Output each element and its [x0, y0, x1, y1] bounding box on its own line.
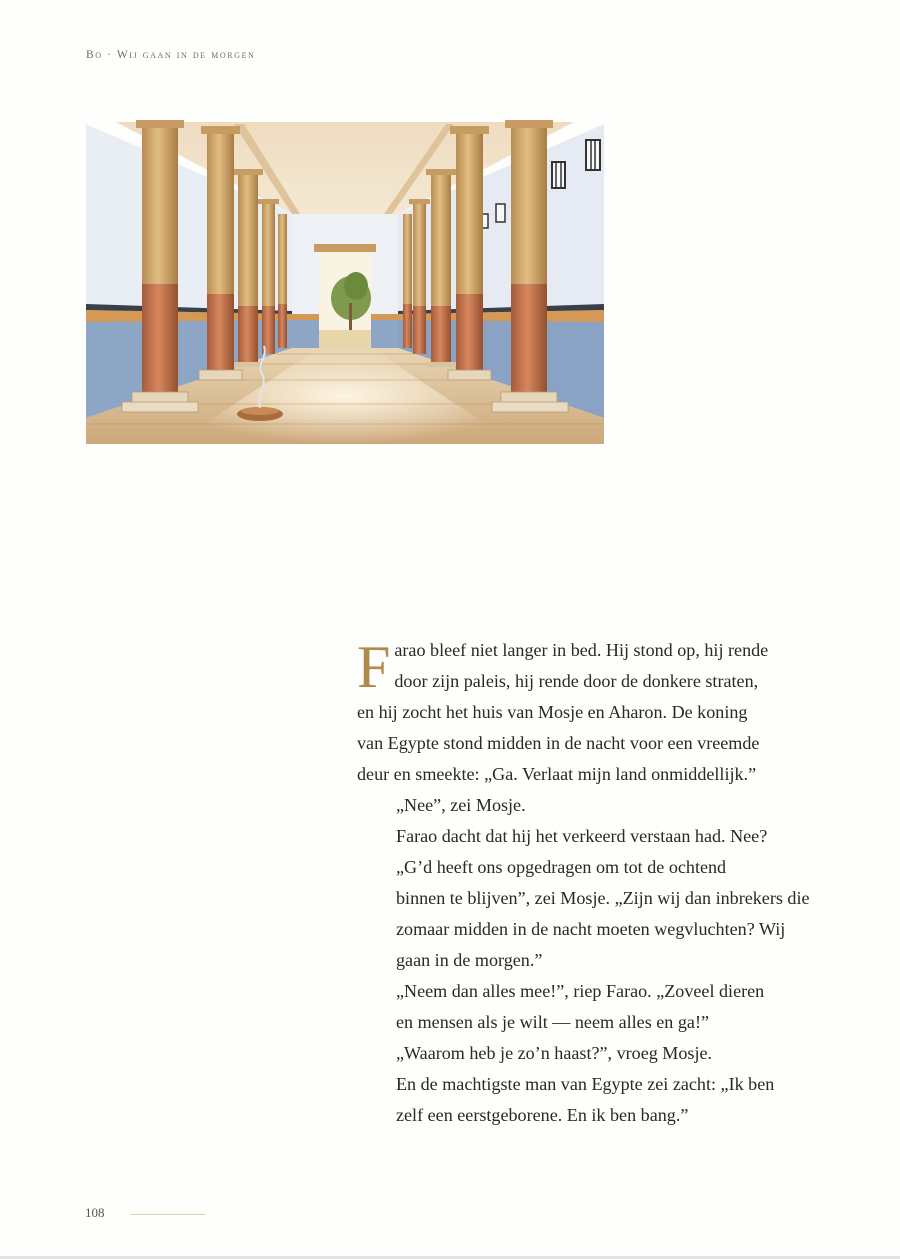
text-line: „G’d heeft ons opgedragen om tot de ochtend — [396, 857, 727, 877]
text-line: „Nee”, zei Mosje. — [396, 795, 526, 815]
folio-rule — [130, 1214, 205, 1215]
text-line: en mensen als je wilt — neem alles en ga!” — [396, 1012, 710, 1032]
paragraph — [357, 976, 797, 1038]
text-line: en hij zocht het huis van Mosje en Aharon. De koning — [357, 702, 748, 722]
text-line: deur en smeekte: „Ga. Verlaat mijn land onmiddellijk.” — [357, 764, 757, 784]
text-line: van Egypte stond midden in de nacht voor een vreemde — [357, 733, 760, 753]
body-text — [357, 634, 810, 1131]
text-line: arao bleef niet langer in bed. Hij stond op, hij rende — [394, 640, 769, 660]
text-line: zelf een eerstgeborene. En ik ben bang.” — [396, 1105, 689, 1125]
paragraph — [357, 852, 810, 976]
drop-cap: F — [357, 634, 391, 700]
text-line: „Waarom heb je zo’n haast?”, vroeg Mosje. — [396, 1043, 713, 1063]
paragraph — [357, 1069, 797, 1131]
running-head: Bo · Wij gaan in de morgen — [86, 49, 256, 61]
paragraph — [357, 635, 797, 790]
text-line: „Neem dan alles mee!”, riep Farao. „Zoveel dieren — [396, 981, 765, 1001]
text-line: En de machtigste man van Egypte zei zacht: „Ik ben — [396, 1074, 775, 1094]
text-line: zomaar midden in de nacht moeten wegvluchten? Wij — [396, 919, 786, 939]
paragraph — [357, 790, 797, 821]
text-line: binnen te blijven”, zei Mosje. „Zijn wij dan inbrekers die — [396, 888, 810, 908]
text-line: gaan in de morgen.” — [396, 950, 543, 970]
text-line: door zijn paleis, hij rende door de donkere straten, — [394, 671, 759, 691]
paragraph — [357, 821, 797, 852]
page-number: 108 — [85, 1205, 105, 1220]
palace-hall-illustration — [86, 118, 604, 444]
paragraph — [357, 1038, 797, 1069]
text-line: Farao dacht dat hij het verkeerd verstaan had. Nee? — [396, 826, 768, 846]
